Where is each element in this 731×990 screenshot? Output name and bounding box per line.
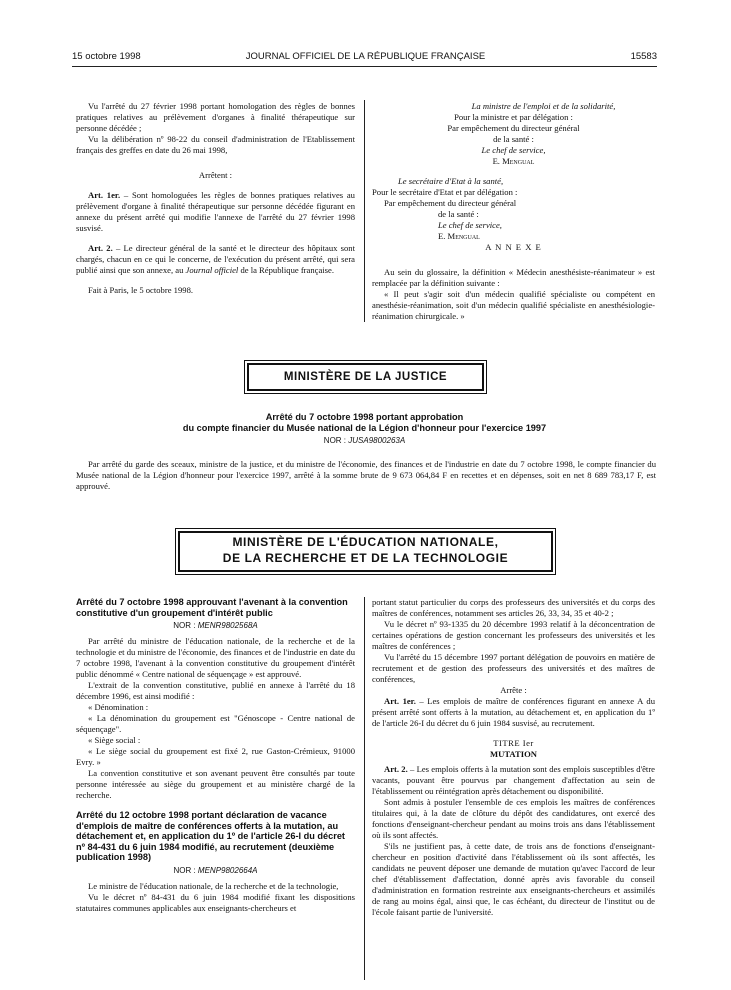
header-journal-title: JOURNAL OFFICIEL DE LA RÉPUBLIQUE FRANÇAISE <box>245 51 486 62</box>
signature-line: Par empêchement du directeur général <box>447 123 580 133</box>
nor-code: MENR9802568A <box>197 621 258 630</box>
signatory-title: Le secrétaire d'Etat à la santé, <box>398 176 504 186</box>
signature-place-date: Fait à Paris, le 5 octobre 1998. <box>88 285 194 295</box>
article-text: de la République française. <box>238 265 334 275</box>
nor-label: NOR : <box>173 621 198 630</box>
paragraph: Vu le décret nº 93-1335 du 20 décembre 1993 relatif à la déconcentration de certaines opérations de gestion concernant les professeurs des universités et les maîtres de conférences ; <box>372 619 655 651</box>
ministry-title-line: MINISTÈRE DE L'ÉDUCATION NATIONALE, <box>232 535 499 549</box>
annexe-heading: A N N E X E <box>485 242 542 252</box>
signature-line: Pour la ministre et par délégation : <box>454 112 573 122</box>
article-text: – Les emplois de maître de conférences figurant en annexe A du présent arrêté sont offerts à la mutation, au détachement et, en application du 1º de l'article 26-I du décret du 6 juin 1984 susvisé, au recrutement. <box>372 696 655 728</box>
header-date: 15 octobre 1998 <box>72 51 141 62</box>
top-left-column <box>76 101 355 296</box>
top-right-column <box>372 101 655 253</box>
arrete-heading: Arrête : <box>500 685 527 695</box>
signatory-name: E. Mengual <box>438 231 480 241</box>
mutation-heading: MUTATION <box>490 749 537 759</box>
signature-line: de la santé : <box>493 134 534 144</box>
paragraph: Vu le décret nº 84-431 du 6 juin 1984 modifié fixant les dispositions statutaires communes applicables aux enseignants-chercheurs et <box>76 891 355 913</box>
article-1 <box>372 696 655 729</box>
article-text: – Le directeur général de la santé et le directeur des hôpitaux sont chargés, chacun en ce qui le concerne, de l'exécution du présent arrêté, qui sera publié ainsi que son annexe, au <box>76 243 355 275</box>
signature-line: Pour le secrétaire d'Etat et par délégation : <box>372 187 518 197</box>
article-label: Art. 1er. <box>384 696 416 706</box>
arrete-title: Arrêté du 7 octobre 1998 approuvant l'avenant à la convention constitutive d'un groupement d'intérêt public <box>76 597 348 618</box>
paragraph: « Dénomination : <box>88 702 149 712</box>
column-separator <box>364 100 365 322</box>
article-label: Art. 2. <box>384 764 408 774</box>
article-label: Art. 2. <box>88 243 113 253</box>
article-1 <box>76 190 355 234</box>
paragraph: S'ils ne justifient pas, à cette date, de trois ans de fonctions d'enseignant-chercheur en position d'activité dans l'établissement où ils sont affectés, les candidats ne peuvent déposer une demande de mutation qu'avec l'accord de leur chef d'établissement d'affectation, donné après avis favorable du conseil d'administration en formation restreinte aux enseignants-chercheurs et assimilés de rang au moins égal, ainsi que, le cas échéant, du directeur de l'institut ou de l'école faisant partie de l'université. <box>372 841 655 917</box>
paragraph: Vu la délibération nº 98-22 du conseil d'administration de l'Etablissement français des greffes en date du 26 mai 1998, <box>76 134 355 155</box>
nor-code: JUSA9800263A <box>348 436 406 445</box>
nor-label: NOR : <box>173 865 198 875</box>
header-rule <box>72 66 657 67</box>
arretent-heading: Arrêtent : <box>198 170 233 180</box>
title-line: du compte financier du Musée national de la Légion d'honneur pour l'exercice 1997 <box>182 423 547 433</box>
paragraph: « La dénomination du groupement est "Génoscope - Centre national de séquençage". <box>76 713 355 734</box>
title-line: Arrêté du 7 octobre 1998 portant approbation <box>265 412 464 422</box>
bottom-left-column <box>76 597 355 914</box>
bottom-right-column <box>372 597 655 918</box>
article-text: – Les emplois offerts à la mutation sont des emplois susceptibles d'être vacants, pouvant être pourvus par changement d'affectation au sein de l'établissement ou réintégration après détachement ou disponibilité. <box>372 764 655 796</box>
paragraph: « Siège social : <box>88 735 141 745</box>
justice-nor <box>72 436 657 445</box>
signatory-title: La ministre de l'emploi et de la solidarité, <box>471 101 616 111</box>
nor-code: MENP9802664A <box>197 865 258 875</box>
paragraph: Vu l'arrêté du 27 février 1998 portant homologation des règles de bonnes pratiques relatives au prélèvement d'organes à finalité thérapeutique sur personne décédée ; <box>76 101 355 133</box>
article-2 <box>372 764 655 797</box>
justice-arrete-title <box>72 412 657 434</box>
header-page-number: 15583 <box>630 51 657 62</box>
nor-line <box>76 620 355 631</box>
article-text: – Sont homologuées les règles de bonnes pratiques relatives au prélèvement d'organe à finalité thérapeutique sur personne décédée figurant en annexe du présent arrêté qui modifie l'annexe de l'arrêté du 27 février 1998 susvisé. <box>76 190 355 233</box>
titre-heading: TITRE Ier <box>493 738 534 748</box>
arrete-title: Arrêté du 12 octobre 1998 portant déclaration de vacance d'emplois de maître de conférences offerts à la mutation, au détachement et, en application du 1º de l'article 26-I du décret nº 84-431 du 6 juin 1984 modifié, au recrutement (deuxième publication 1998) <box>76 810 345 862</box>
nor-label: NOR : <box>323 436 349 445</box>
ministry-title-line: DE LA RECHERCHE ET DE LA TECHNOLOGIE <box>222 551 509 565</box>
ministry-justice-box <box>247 363 484 391</box>
paragraph: « Il peut s'agir soit d'un médecin qualifié spécialiste ou compétent en anesthésie-réanimation, soit d'un médecin qualifié spécialiste en anesthésiologie-réanimation chirurgicale. » <box>372 289 655 321</box>
signature-line: Le chef de service, <box>481 145 546 155</box>
paragraph: Sont admis à postuler l'ensemble de ces emplois les maîtres de conférences titulaires qui, à la date de clôture du dépôt des candidatures, ont exercé des fonctions d'enseignant-chercheur pendant au moins trois ans dans l'établissement où ils sont affectés. <box>372 797 655 840</box>
article-label: Art. 1er. <box>88 190 121 200</box>
signature-line: de la santé : <box>438 209 479 219</box>
annexe-body <box>372 267 655 322</box>
paragraph: Par arrêté du ministre de l'éducation nationale, de la recherche et de la technologie et du ministre de l'économie, des finances et de l'industrie en date du 7 octobre 1998, l'avenant à la convention constitutive du groupement d'intérêt public dénommé « Centre national de séquençage » est approuvé. <box>76 636 355 679</box>
signature-line: Le chef de service, <box>438 220 502 230</box>
paragraph: « Le siège social du groupement est fixé 2, rue Gaston-Crémieux, 91000 Evry. » <box>76 746 355 767</box>
paragraph: La convention constitutive et son avenant peuvent être consultés par toute personne intéressée au siège du groupement et au ministère chargé de la recherche. <box>76 768 355 800</box>
signatory-name: E. Mengual <box>492 156 535 166</box>
column-separator <box>364 597 365 980</box>
justice-body <box>76 459 656 492</box>
ministry-education-box <box>178 531 553 572</box>
paragraph: Au sein du glossaire, la définition « Médecin anesthésiste-réanimateur » est remplacée par la définition suivante : <box>372 267 655 288</box>
paragraph: L'extrait de la convention constitutive, publié en annexe à l'arrêté du 18 décembre 1996, est ainsi modifié : <box>76 680 355 701</box>
paragraph: portant statut particulier du corps des professeurs des universités et du corps des maîtres de conférences, notamment ses articles 26, 33, 34, 35 et 40-2 ; <box>372 597 655 618</box>
paragraph: Vu l'arrêté du 15 décembre 1997 portant délégation de pouvoirs en matière de recrutement et de gestion des professeurs des universités et des maîtres de conférences, <box>372 652 655 684</box>
paragraph: Par arrêté du garde des sceaux, ministre de la justice, et du ministre de l'économie, des finances et de l'industrie en date du 7 octobre 1998, le compte financier du Musée national de la Légion d'honneur pour l'exercice 1997, arrêté à la somme brute de 9 673 064,84 F en recettes et en dépenses, soit en net 8 689 783,17 F, est approuvé. <box>76 459 656 491</box>
nor-line <box>76 865 355 876</box>
signature-line: Par empêchement du directeur général <box>384 198 517 208</box>
paragraph: Le ministre de l'éducation nationale, de la recherche et de la technologie, <box>88 880 339 891</box>
ministry-title: MINISTÈRE DE LA JUSTICE <box>283 371 448 383</box>
journal-officiel-ref: Journal officiel <box>185 265 239 275</box>
article-2 <box>76 243 355 276</box>
